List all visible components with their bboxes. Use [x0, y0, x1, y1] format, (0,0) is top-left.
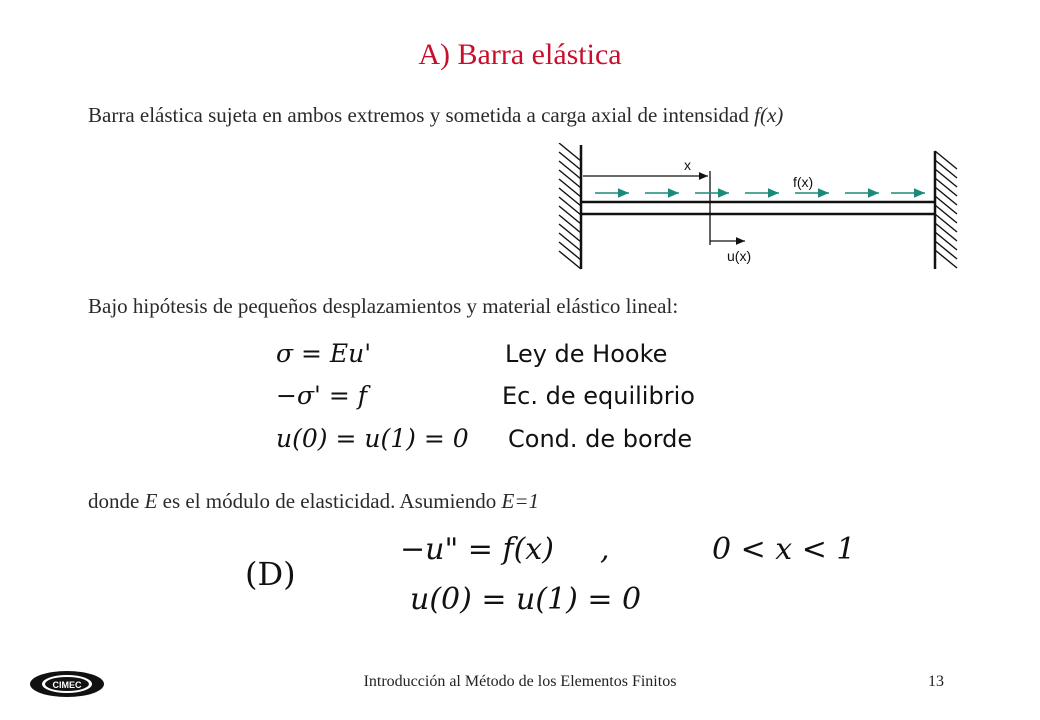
modulus-text [88, 489, 539, 514]
logo-text: CIMEC [52, 680, 82, 690]
elastic-bar [581, 202, 935, 214]
intro-sentence: Barra elástica sujeta en ambos extremos y sometida a carga axial de intensidad [88, 103, 749, 127]
slide-title: A) Barra elástica [418, 38, 622, 71]
equation-2-lhs: −σ' = f [276, 381, 367, 410]
modulus-sentence: es el módulo de elasticidad. Asumiendo [162, 489, 497, 513]
x-label: x [684, 157, 691, 173]
load-label: f(x) [793, 174, 814, 190]
x-dimension-arrow [583, 171, 710, 245]
right-wall-support [935, 151, 957, 269]
footer-course-title: Introducción al Método de los Elementos Finitos [363, 673, 677, 690]
bar-diagram [553, 143, 963, 277]
modulus-symbol: E [144, 489, 158, 513]
problem-boundary-conditions: u(0) = u(1) = 0 [410, 582, 642, 617]
problem-domain: 0 < x < 1 [712, 532, 856, 567]
hypothesis-text: Bajo hipótesis de pequeños desplazamientos y material elástico lineal: [88, 294, 679, 318]
modulus-assumption: E=1 [501, 489, 540, 513]
left-wall-support [559, 143, 581, 269]
equation-2-desc: Ec. de equilibrio [502, 382, 695, 410]
problem-label: (D) [245, 555, 296, 593]
modulus-prefix: donde [88, 489, 140, 513]
intro-load-term: f(x) [754, 103, 784, 127]
equation-3-desc: Cond. de borde [508, 425, 693, 453]
problem-comma: , [600, 532, 610, 567]
problem-equation: −u" = f(x) [400, 532, 554, 567]
equation-1-desc: Ley de Hooke [505, 340, 668, 368]
page-number: 13 [928, 673, 944, 690]
equation-3-lhs: u(0) = u(1) = 0 [276, 424, 469, 453]
intro-text [88, 103, 783, 128]
displacement-label: u(x) [727, 248, 752, 264]
equation-1-lhs: σ = Eu' [276, 339, 372, 368]
